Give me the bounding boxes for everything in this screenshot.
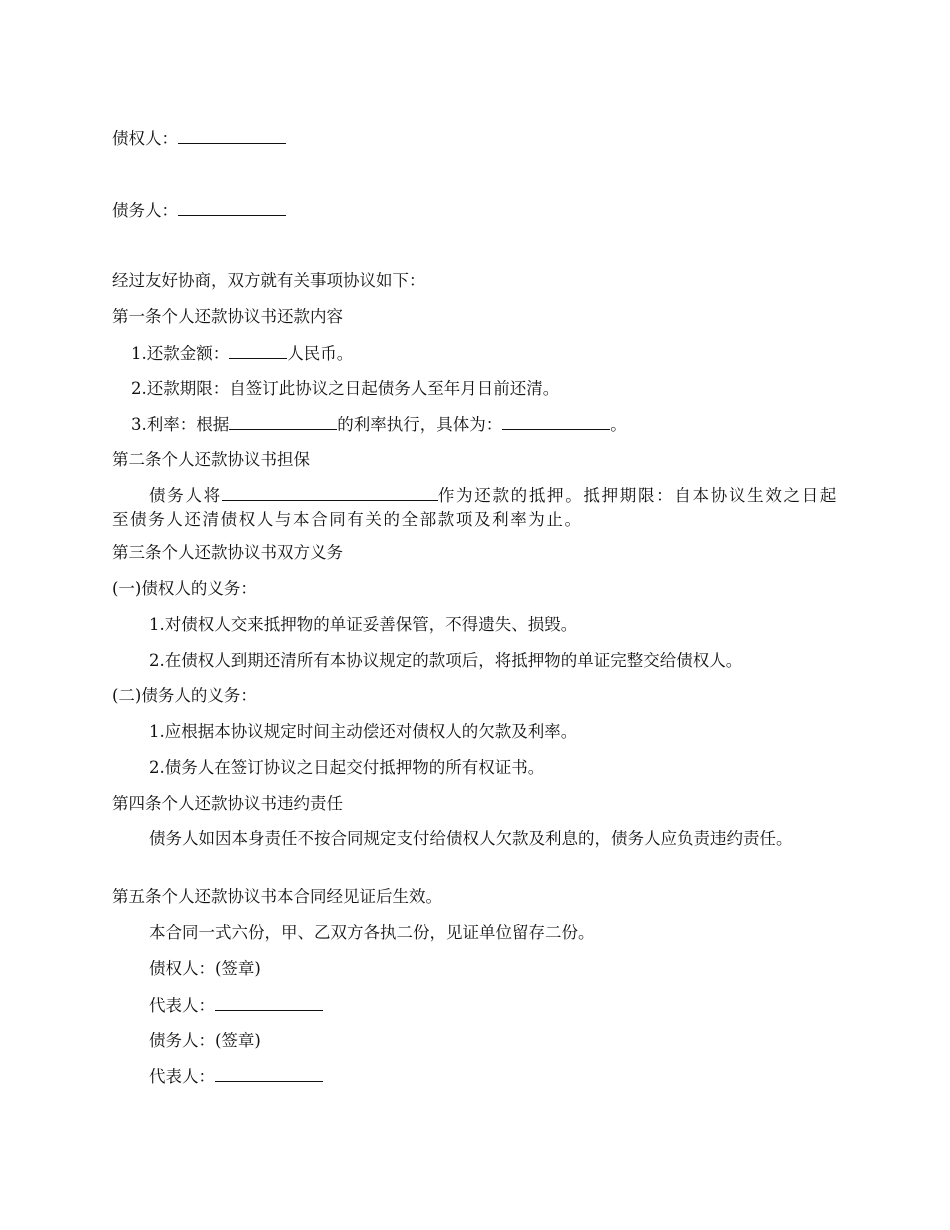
debtor-rep-label: 代表人： — [149, 1067, 215, 1086]
article1-item2: 2.还款期限：自签订此协议之日起债务人至年月日前还清。 — [131, 379, 560, 398]
article4-title: 第四条个人还款协议书违约责任 — [112, 794, 343, 813]
article2-title: 第二条个人还款协议书担保 — [112, 450, 310, 469]
debtor-duty-title: (二)债务人的义务： — [112, 686, 257, 705]
debtor-label: 债务人： — [112, 201, 178, 220]
debtor-name-blank[interactable] — [178, 200, 286, 216]
collateral-prefix: 债务人将 — [149, 486, 222, 505]
creditor-name-blank[interactable] — [178, 128, 286, 144]
creditor-label: 债权人： — [112, 129, 178, 148]
debtor-duty-1: 1.应根据本协议规定时间主动偿还对债权人的欠款及利率。 — [149, 722, 578, 741]
interest-basis-blank[interactable] — [229, 414, 337, 430]
creditor-rep-line — [149, 995, 323, 1016]
debtor-rep-blank[interactable] — [215, 1066, 323, 1082]
interest-label: 3.利率：根据 — [131, 415, 230, 434]
creditor-line — [112, 128, 286, 149]
repay-amount-blank[interactable] — [229, 343, 287, 359]
debtor-line — [112, 200, 286, 221]
creditor-rep-blank[interactable] — [215, 995, 323, 1011]
interest-mid-text: 的利率执行，具体为： — [337, 415, 503, 434]
repay-amount-label: 1.还款金额： — [131, 344, 230, 363]
intro-text: 经过友好协商，双方就有关事项协议如下： — [112, 271, 426, 290]
article1-item1 — [131, 343, 353, 364]
article5-title: 第五条个人还款协议书本合同经见证后生效。 — [112, 887, 442, 906]
article2-paragraph — [112, 484, 838, 532]
collateral-rest: 作为还款的抵押。抵押期限：自本协议生效之日起至债务人还清债权人与本合同有关的全部款项及利率为止。 — [112, 486, 839, 529]
creditor-duty-title: (一)债权人的义务： — [112, 579, 257, 598]
debtor-rep-line — [149, 1066, 323, 1087]
repay-amount-currency: 人民币。 — [287, 344, 354, 363]
collateral-blank[interactable] — [222, 485, 438, 501]
debtor-signature: 债务人：(签章) — [149, 1031, 261, 1050]
article1-item3 — [131, 414, 627, 435]
debtor-duty-2: 2.债务人在签订协议之日起交付抵押物的所有权证书。 — [149, 758, 545, 777]
creditor-duty-1: 1.对债权人交来抵押物的单证妥善保管，不得遗失、损毁。 — [149, 615, 578, 634]
creditor-rep-label: 代表人： — [149, 996, 215, 1015]
article1-title: 第一条个人还款协议书还款内容 — [112, 307, 343, 326]
article3-title: 第三条个人还款协议书双方义务 — [112, 543, 343, 562]
creditor-signature: 债权人：(签章) — [149, 959, 261, 978]
article4-paragraph: 债务人如因本身责任不按合同规定支付给债权人欠款及利息的，债务人应负责违约责任。 — [149, 829, 793, 848]
interest-end-punct: 。 — [610, 415, 627, 434]
copies-note: 本合同一式六份，甲、乙双方各执二份，见证单位留存二份。 — [149, 923, 595, 942]
interest-detail-blank[interactable] — [502, 414, 610, 430]
creditor-duty-2: 2.在债权人到期还清所有本协议规定的款项后，将抵押物的单证完整交给债权人。 — [149, 651, 743, 670]
